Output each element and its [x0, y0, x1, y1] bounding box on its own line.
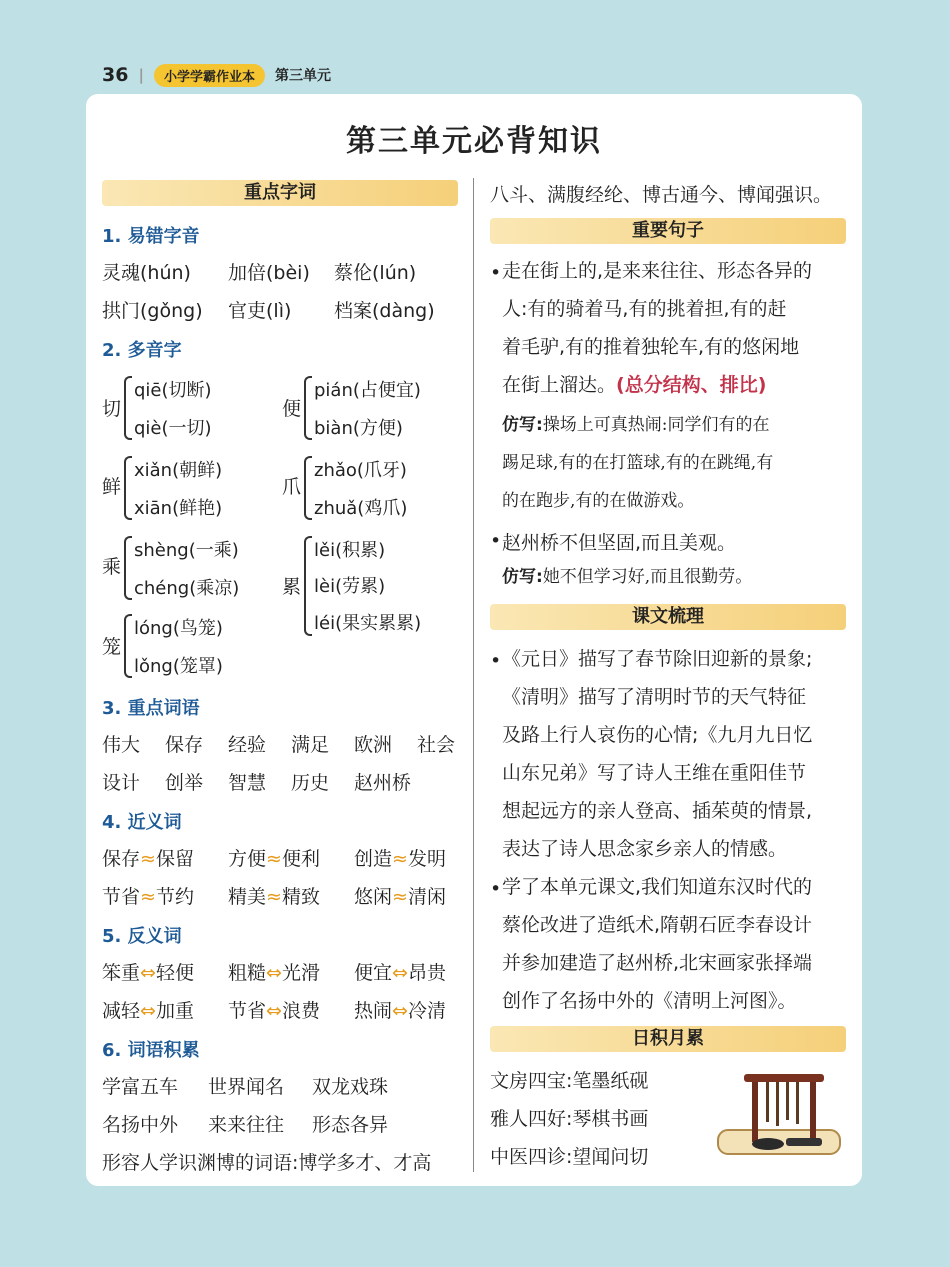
accumulation-item: 中医四诊:望闻问切: [490, 1146, 649, 1168]
word: 节省: [228, 1000, 267, 1022]
reading: shèng(一乘): [134, 540, 239, 561]
word-item: 灵魂(hún): [102, 262, 191, 284]
double-arrow-icon: ⇔: [392, 962, 408, 984]
imitation-1: [502, 406, 773, 520]
word: 浪费: [281, 1000, 320, 1022]
brace: [124, 536, 132, 600]
word: 轻便: [155, 962, 194, 984]
polyphone-char: 切: [102, 398, 122, 420]
idiom: 形态各异: [312, 1114, 389, 1136]
word-item: 档案(dàng): [334, 300, 435, 322]
phrase-row-1: [102, 730, 455, 757]
word-item: 保存: [165, 734, 204, 756]
approx-icon: ≈: [140, 886, 156, 908]
approx-icon: ≈: [392, 848, 408, 870]
approx-icon: ≈: [140, 848, 156, 870]
idiom: 名扬中外: [102, 1114, 179, 1136]
antonym-row-2: [102, 996, 446, 1023]
reading: pián(占便宜): [314, 380, 421, 401]
word: 节省: [102, 886, 141, 908]
word: 发明: [407, 848, 446, 870]
heading-accumulation: 6. 词语积累: [102, 1040, 200, 1061]
review-2: [502, 868, 812, 1020]
text-line: 走在街上的,是来来往往、形态各异的: [502, 260, 813, 282]
reading: lèi(劳累): [314, 576, 386, 597]
approx-icon: ≈: [392, 886, 408, 908]
section-text-review: 课文梳理: [490, 604, 846, 630]
heading-polyphones: 2. 多音字: [102, 340, 182, 361]
book-name-badge: 小学学霸作业本: [154, 64, 265, 87]
brace: [304, 376, 312, 440]
word: 粗糙: [228, 962, 267, 984]
bullet: •: [490, 530, 502, 552]
word: 冷清: [407, 1000, 446, 1022]
word-item: 历史: [291, 772, 330, 794]
word: 保留: [155, 848, 194, 870]
word: 笨重: [102, 962, 141, 984]
double-arrow-icon: ⇔: [266, 962, 282, 984]
word-item: 创举: [165, 772, 204, 794]
polyphone-char: 爪: [282, 476, 302, 498]
bullet: •: [490, 650, 502, 672]
idiom: 来来往往: [208, 1114, 285, 1136]
page-title: 第三单元必背知识: [346, 124, 602, 159]
word: 创造: [354, 848, 393, 870]
word-item: 赵州桥: [354, 772, 412, 794]
text-line: 蔡伦改进了造纸术,隋朝石匠李春设计: [502, 914, 813, 936]
brace: [304, 456, 312, 520]
word: 热闹: [354, 1000, 393, 1022]
heading-antonyms: 5. 反义词: [102, 926, 182, 947]
word: 节约: [155, 886, 194, 908]
accumulation-list: [490, 1062, 648, 1176]
content-card: [86, 94, 862, 1186]
idiom-description: 形容人学识渊博的词语:博学多才、才高: [102, 1152, 432, 1174]
word: 保存: [102, 848, 141, 870]
heading-pronunciation: 1. 易错字音: [102, 226, 200, 247]
brace: [124, 456, 132, 520]
sentence-1: [502, 252, 812, 404]
writing-brushes-icon: [712, 1068, 846, 1168]
word-item: 满足: [291, 734, 330, 756]
approx-icon: ≈: [266, 886, 282, 908]
header-separator: |: [138, 66, 144, 84]
accumulation-item: 雅人四好:琴棋书画: [490, 1108, 649, 1130]
brace: [304, 536, 312, 636]
accumulation-item: 文房四宝:笔墨纸砚: [490, 1070, 649, 1092]
reading: qiè(一切): [134, 418, 212, 439]
text-line: 她不但学习好,而且很勤劳。: [542, 567, 753, 587]
polyphone-char: 累: [282, 576, 302, 598]
reading: lóng(鸟笼): [134, 618, 223, 639]
word: 方便: [228, 848, 267, 870]
polyphone-char: 鲜: [102, 476, 122, 498]
idiom-continuation: 八斗、满腹经纶、博古通今、博闻强识。: [490, 184, 833, 206]
structure-note: (总分结构、排比): [616, 374, 767, 396]
imitation-label: 仿写:: [502, 567, 543, 587]
word: 光滑: [281, 962, 320, 984]
reading: xiǎn(朝鲜): [134, 460, 223, 481]
text-line: 人:有的骑着马,有的挑着担,有的赶: [502, 298, 787, 320]
reading: léi(果实累累): [314, 613, 422, 634]
text-line: 在街上溜达。: [502, 374, 617, 396]
synonym-row-2: [102, 882, 446, 909]
idiom-row-2: [102, 1110, 388, 1137]
page-number: 36: [102, 64, 129, 86]
text-line: 《清明》描写了清明时节的天气特征: [502, 686, 807, 708]
reading: chéng(乘凉): [134, 578, 240, 599]
polyphone-char: 笼: [102, 636, 122, 658]
word: 昂贵: [407, 962, 446, 984]
text-line: 及路上行人哀伤的心情;《九月九日忆: [502, 724, 813, 746]
sentence-2: 赵州桥不但坚固,而且美观。: [502, 532, 737, 554]
bullet: •: [490, 262, 502, 284]
brace: [124, 376, 132, 440]
section-important-sentences: 重要句子: [490, 218, 846, 244]
text-line: 学了本单元课文,我们知道东汉时代的: [502, 876, 813, 898]
imitation-2: [502, 558, 752, 596]
review-1: [502, 640, 812, 868]
imitation-label: 仿写:: [502, 415, 543, 435]
word: 悠闲: [354, 886, 393, 908]
pronunciation-row-1: [102, 258, 416, 285]
unit-label: 第三单元: [274, 68, 331, 84]
word-item: 伟大: [102, 734, 141, 756]
word: 便利: [281, 848, 320, 870]
text-line: 操场上可真热闹:同学们有的在: [542, 415, 770, 435]
word: 便宜: [354, 962, 393, 984]
text-line: 想起远方的亲人登高、插茱萸的情景,: [502, 800, 813, 822]
word: 精致: [281, 886, 320, 908]
text-line: 的在跑步,有的在做游戏。: [502, 491, 695, 511]
word-item: 智慧: [228, 772, 267, 794]
word: 加重: [155, 1000, 194, 1022]
antonym-row-1: [102, 958, 446, 985]
section-key-words: 重点字词: [102, 180, 458, 206]
heading-key-phrases: 3. 重点词语: [102, 698, 200, 719]
heading-synonyms: 4. 近义词: [102, 812, 182, 833]
text-line: 并参加建造了赵州桥,北宋画家张择端: [502, 952, 813, 974]
text-line: 踢足球,有的在打篮球,有的在跳绳,有: [502, 453, 774, 473]
section-daily-accumulation: 日积月累: [490, 1026, 846, 1052]
double-arrow-icon: ⇔: [140, 962, 156, 984]
word-item: 经验: [228, 734, 267, 756]
word-item: 官吏(lì): [228, 300, 292, 322]
reading: biàn(方便): [314, 418, 403, 439]
column-divider: [473, 178, 474, 1172]
reading: lǒng(笼罩): [134, 656, 223, 677]
reading: zhuǎ(鸡爪): [314, 498, 408, 519]
text-line: 表达了诗人思念家乡亲人的情感。: [502, 838, 788, 860]
word: 清闲: [407, 886, 446, 908]
word: 减轻: [102, 1000, 141, 1022]
synonym-row-1: [102, 844, 446, 871]
phrase-row-2: [102, 768, 411, 795]
text-line: 创作了名扬中外的《清明上河图》。: [502, 990, 797, 1012]
approx-icon: ≈: [266, 848, 282, 870]
word-item: 蔡伦(lún): [334, 262, 417, 284]
pronunciation-row-2: [102, 296, 435, 323]
text-line: 《元日》描写了春节除旧迎新的景象;: [502, 648, 813, 670]
double-arrow-icon: ⇔: [140, 1000, 156, 1022]
page-header: [102, 62, 331, 88]
word-item: 社会: [417, 734, 456, 756]
polyphone-char: 乘: [102, 556, 122, 578]
idiom: 双龙戏珠: [312, 1076, 389, 1098]
word: 精美: [228, 886, 267, 908]
double-arrow-icon: ⇔: [392, 1000, 408, 1022]
bullet: •: [490, 878, 502, 900]
text-line: 着毛驴,有的推着独轮车,有的悠闲地: [502, 336, 800, 358]
reading: zhǎo(爪牙): [314, 460, 407, 481]
polyphone-char: 便: [282, 398, 302, 420]
word-item: 欧洲: [354, 734, 393, 756]
word-item: 加倍(bèi): [228, 262, 310, 284]
idiom-row-1: [102, 1072, 388, 1099]
idiom: 学富五车: [102, 1076, 179, 1098]
word-item: 拱门(gǒng): [102, 300, 203, 322]
word-item: 设计: [102, 772, 141, 794]
idiom: 世界闻名: [208, 1076, 285, 1098]
brace: [124, 614, 132, 678]
reading: qiē(切断): [134, 380, 212, 401]
text-line: 山东兄弟》写了诗人王维在重阳佳节: [502, 762, 807, 784]
double-arrow-icon: ⇔: [266, 1000, 282, 1022]
reading: xiān(鲜艳): [134, 498, 223, 519]
reading: lěi(积累): [314, 540, 386, 561]
